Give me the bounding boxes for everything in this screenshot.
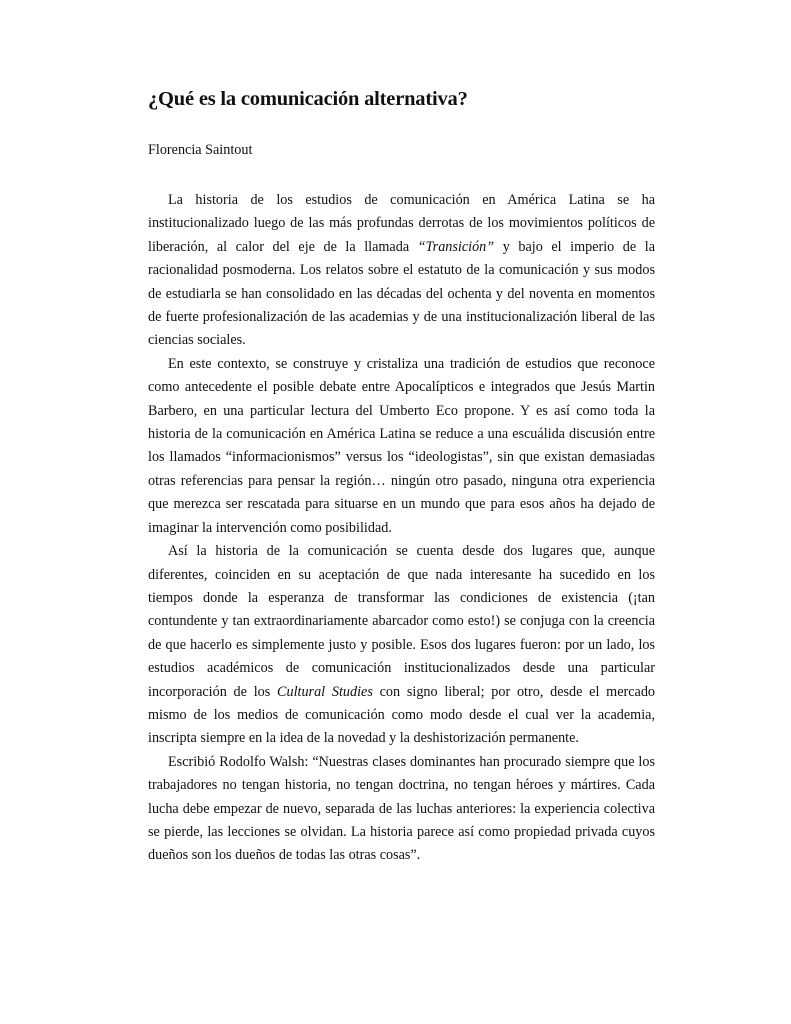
paragraph-1-italic: “Transición” (417, 238, 495, 255)
paragraph-4 (148, 751, 655, 868)
paragraph-3-text: Así la historia de la comunicación se cuenta desde dos lugares que, aunque diferentes, coinciden en su aceptación de que nada interesante ha sucedido en los tiempos donde la esperanza de transformar las condiciones de existencia (¡tan contundente y tan extraordinariamente abarcador como esto!) se conjuga con la creencia de que hacerlo es simplemente justo y posible. Esos dos lugares fueron: por un lado, los estudios académicos de comunicación institucionalizados desde una particular incorporación de los (148, 543, 655, 700)
paragraph-2-text: En este contexto, se construye y cristaliza una tradición de estudios que reconoce como antecedente el posible debate entre Apocalípticos e integrados que Jesús Martin Barbero, en una particular lectura del Umberto Eco propone. Y es así como toda la historia de la comunicación en América Latina se reduce a una escuálida discusión entre los llamados “informacionismos” versus los “ideologistas”, sin que existan demasiadas otras referencias para pensar la región… ningún otro pasado, ninguna otra experiencia que merezca ser rescatada para situarse en un mundo que para esos años ha dejado de imaginar la intervención como posibilidad. (148, 355, 655, 536)
article-author: Florencia Saintout (148, 142, 253, 158)
paragraph-3 (148, 540, 655, 751)
article-title: ¿Qué es la comunicación alternativa? (148, 88, 468, 110)
paragraph-2 (148, 353, 655, 540)
paragraph-1-text: La historia de los estudios de comunicación en América Latina se ha institucionalizado luego de las más profundas derrotas de los movimientos políticos de liberación, al calor del eje de la llamada (148, 192, 655, 255)
article-body (148, 189, 655, 868)
paragraph-1-text-end: y bajo el imperio de la racionalidad posmoderna. Los relatos sobre el estatuto de la comunicación y sus modos de estudiarla se han consolidado en las décadas del ochenta y del noventa en momentos de fuerte profesionalización de las academias y de una institucionalización liberal de las ciencias sociales. (148, 238, 655, 349)
document-page (148, 86, 655, 868)
paragraph-4-text: Escribió Rodolfo Walsh: “Nuestras clases dominantes han procurado siempre que los trabajadores no tengan historia, no tengan doctrina, no tengan héroes y mártires. Cada lucha debe empezar de nuevo, separada de las luchas anteriores: la experiencia colectiva se pierde, las lecciones se olvidan. La historia parece así como propiedad privada cuyos dueños son los dueños de todas las otras cosas”. (148, 753, 655, 864)
paragraph-1 (148, 189, 655, 353)
paragraph-3-italic: Cultural Studies (277, 683, 373, 700)
paragraph-3-text-end: con signo liberal; por otro, desde el mercado mismo de los medios de comunicación como modo desde el cual ver la academia, inscripta siempre en la idea de la novedad y la deshistorización permanente. (148, 683, 656, 747)
